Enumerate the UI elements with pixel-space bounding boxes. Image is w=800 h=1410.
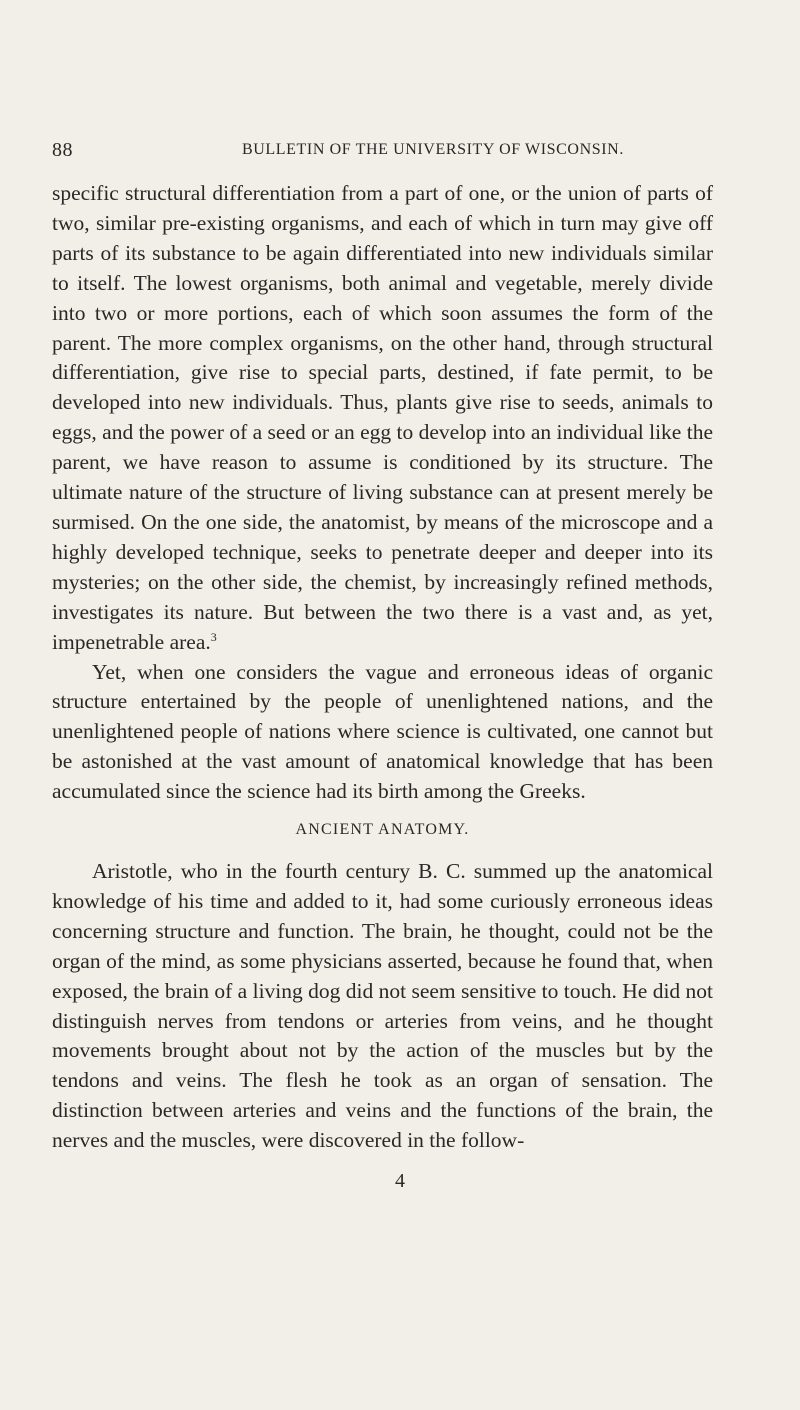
- paragraph: Yet, when one considers the vague and erroneous ideas of organic structure entertained by the people of unenlightened nations, and the unenlightened people of nations where science is cultivated, one cannot but be astonished at the vast amount of anatomical knowledge that has been accumulated since the science had its birth among the Greeks.: [52, 659, 713, 804]
- running-title: BULLETIN OF THE UNIVERSITY OF WISCONSIN.: [242, 141, 624, 158]
- body-text-upper: [52, 179, 713, 807]
- running-head: [52, 139, 712, 163]
- paragraph-continued: [52, 179, 713, 658]
- signature-mark: 4: [395, 1170, 405, 1192]
- footnote-reference: 3: [210, 629, 217, 644]
- page-number: 88: [52, 139, 73, 161]
- section-heading: ANCIENT ANATOMY.: [295, 821, 470, 838]
- paragraph: Aristotle, who in the fourth century B. C. summed up the anatomical knowledge of his time and added to it, had some curiously erroneous ideas concerning structure and function. The brain, he thought, could not be the organ of the mind, as some physicians asserted, because he found that, when exposed, the brain of a living dog did not seem sensitive to touch. He did not distinguish nerves from tendons or arteries from veins, and he thought movements brought about not by the action of the muscles but by the tendons and veins. The flesh he took as an organ of sensation. The distinction between arteries and veins and the functions of the brain, the nerves and the muscles, were discovered in the follow-: [52, 859, 714, 1153]
- paragraph-1-text: specific structural differentiation from a part of one, or the union of parts of two, similar pre-existing organisms, and each of which in turn may give off parts of its substance to be again differentiated into new individuals similar to itself. The lowest organisms, both animal and vegetable, merely divide into two or more portions, each of which soon assumes the form of the parent. The more complex organisms, on the other hand, through structural differentiation, give rise to special parts, destined, if fate permit, to be developed into new individuals. Thus, plants give rise to seeds, animals to eggs, and the power of a seed or an egg to develop into an individual like the parent, we have reason to assume is conditioned by its structure. The ultimate nature of the structure of living substance can at present merely be surmised. On the one side, the anatomist, by means of the microscope and a highly developed technique, seeks to penetrate deeper and deeper into its mysteries; on the other side, the chemist, by increasingly refined methods, investigates its nature. But between the two there is a vast and, as yet, impenetrable area.: [52, 181, 713, 654]
- body-text-lower: [52, 857, 713, 1156]
